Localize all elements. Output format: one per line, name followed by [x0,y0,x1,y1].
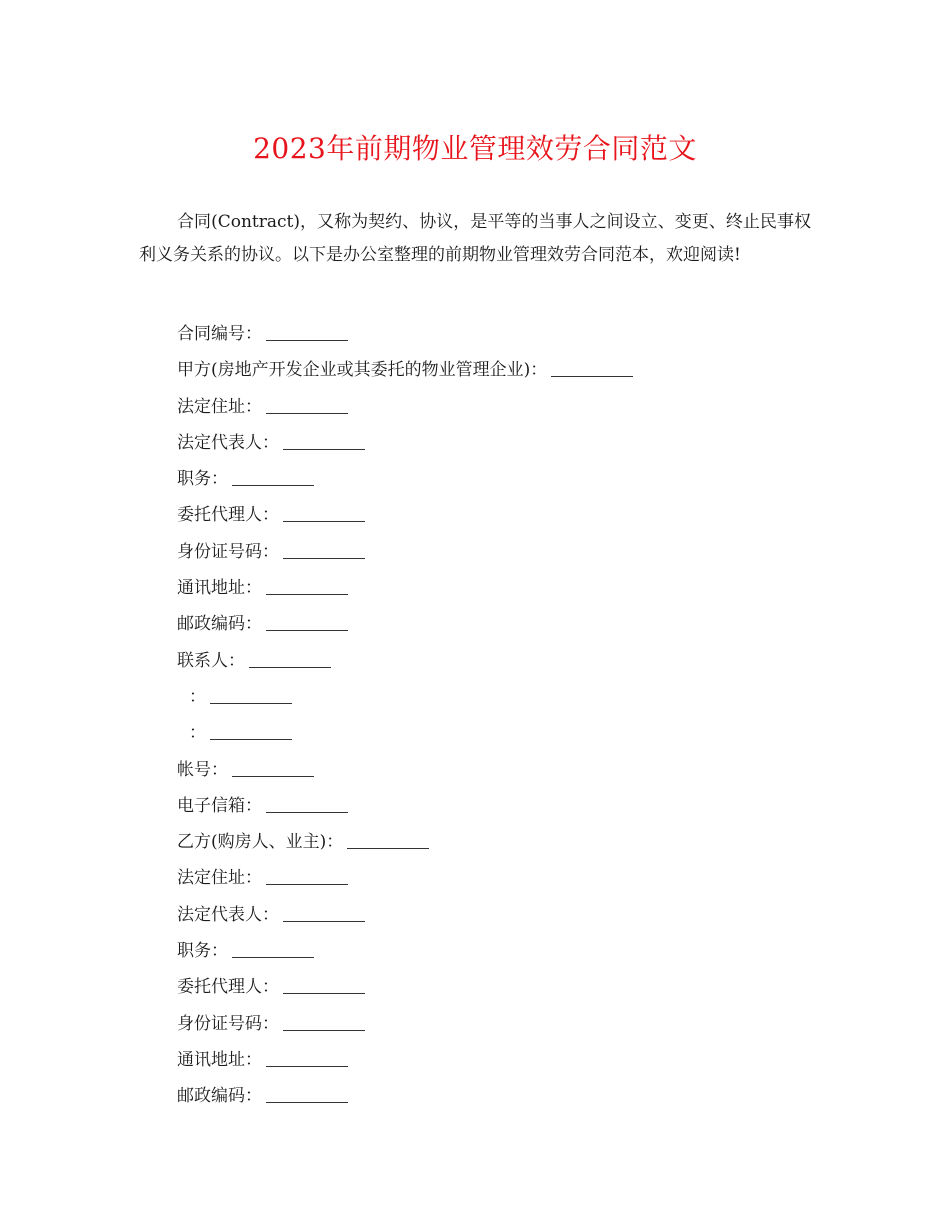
field-label: ： [189,723,206,744]
field-label: 通讯地址： [177,578,262,599]
field-label: 甲方(房地产开发企业或其委托的物业管理企业)： [177,360,548,381]
form-field-row [177,1006,817,1042]
fill-in-blank [266,790,348,813]
fill-in-blank [232,463,314,486]
field-label: 身份证号码： [177,1013,279,1034]
field-label: 法定代表人： [177,432,279,453]
fill-in-blank [283,899,365,922]
form-field-row [177,752,817,788]
fill-in-blank [347,826,429,849]
field-label: 联系人： [177,650,245,671]
form-field-row [177,679,817,715]
fill-in-blank [266,1080,348,1103]
form-field-row [177,570,817,606]
fill-in-blank [283,536,365,559]
field-label: 法定住址： [177,868,262,889]
fill-in-blank [266,318,348,341]
fill-in-blank [283,427,365,450]
field-label: 法定住址： [177,396,262,417]
form-field-row [177,1078,817,1114]
field-label: 电子信箱： [177,795,262,816]
fill-in-blank [551,354,633,377]
fill-in-blank [266,1044,348,1067]
field-label: 委托代理人： [177,505,279,526]
form-field-row [177,969,817,1005]
form-field-row [177,316,817,352]
field-label: 邮政编码： [177,1086,262,1107]
document-title: 2023年前期物业管理效劳合同范文 [253,132,697,165]
form-field-row [177,933,817,969]
fill-in-blank [266,572,348,595]
fill-in-blank [266,608,348,631]
field-label: 乙方(购房人、业主)： [177,832,344,853]
form-field-row [177,824,817,860]
form-field-row [177,643,817,679]
form-field-row [177,534,817,570]
field-label: 邮政编码： [177,614,262,635]
field-label: 职务： [177,941,228,962]
form-field-row [177,425,817,461]
form-field-row [177,715,817,751]
form-field-row [177,497,817,533]
fill-in-blank [232,754,314,777]
form-field-row [177,606,817,642]
field-label: 委托代理人： [177,977,279,998]
form-field-row [177,788,817,824]
form-field-row [177,860,817,896]
fill-in-blank [283,1008,365,1031]
form-field-row [177,897,817,933]
form-field-row [177,389,817,425]
form-field-row [177,1042,817,1078]
form-field-row [177,461,817,497]
fill-in-blank [232,935,314,958]
field-label: 通讯地址： [177,1049,262,1070]
field-label: 帐号： [177,759,228,780]
intro-paragraph: 合同(Contract)，又称为契约、协议，是平等的当事人之间设立、变更、终止民事权利义务关系的协议。以下是办公室整理的前期物业管理效劳合同范本，欢迎阅读! [139,212,811,265]
fill-in-blank [283,971,365,994]
field-label: ： [189,686,206,707]
fill-in-blank [210,717,292,740]
fill-in-blank [210,681,292,704]
field-label: 合同编号： [177,324,262,344]
field-label: 法定代表人： [177,904,279,925]
fill-in-blank [266,862,348,885]
field-label: 身份证号码： [177,541,279,562]
fill-in-blank [249,645,331,668]
form-field-row [177,352,817,388]
field-label: 职务： [177,469,228,490]
contract-fields [177,316,817,1115]
fill-in-blank [266,391,348,414]
fill-in-blank [283,499,365,522]
